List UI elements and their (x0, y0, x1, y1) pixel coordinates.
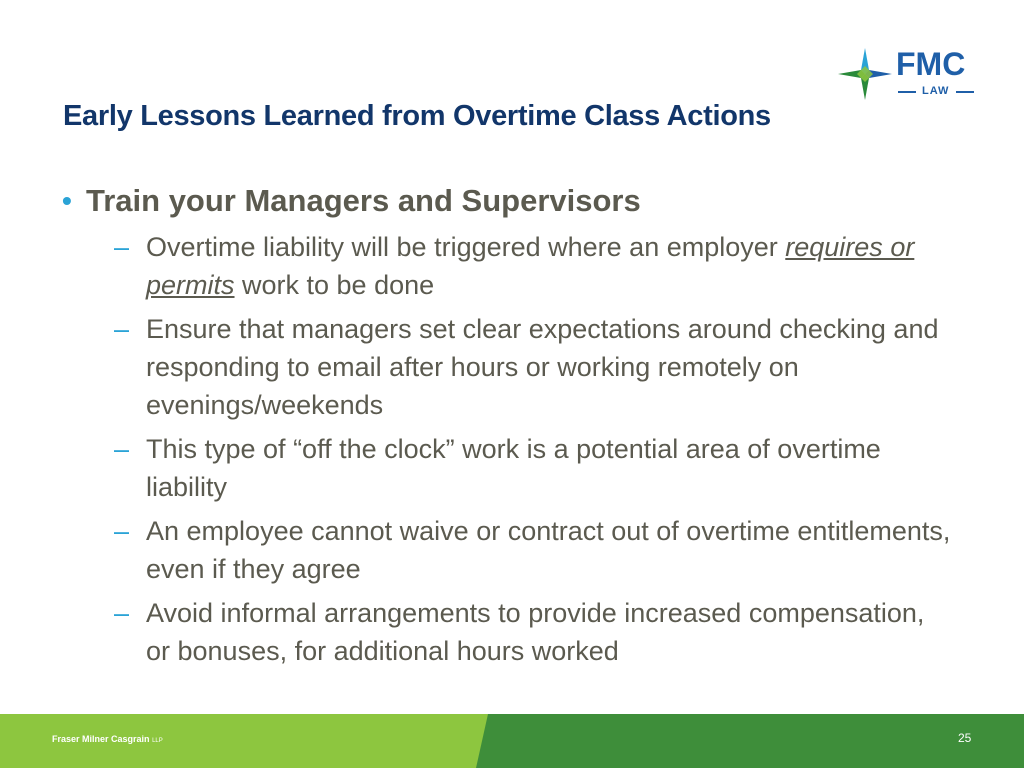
sub-bullet-item: – An employee cannot waive or contract out of overtime entitlements, even if they agree (62, 512, 952, 588)
bullet-dot-icon: • (62, 185, 72, 216)
sub-bullet-list (62, 228, 952, 670)
sub-bullet-item: – This type of “off the clock” work is a potential area of overtime liability (62, 430, 952, 506)
emphasized-phrase: requires or permits (146, 232, 915, 300)
slide-title: Early Lessons Learned from Overtime Class Actions (63, 100, 771, 132)
slide-content (62, 180, 952, 676)
main-bullet (62, 180, 952, 222)
dash-icon: – (114, 232, 130, 262)
star-icon (836, 44, 894, 104)
main-bullet-text: Train your Managers and Supervisors (86, 183, 641, 218)
dash-icon: – (114, 598, 130, 628)
logo-subtitle: LAW (896, 84, 974, 98)
dash-icon: – (114, 434, 130, 464)
fmc-law-logo (836, 44, 984, 104)
dash-icon: – (114, 314, 130, 344)
page-number: 25 (958, 731, 972, 745)
sub-bullet-item: – Overtime liability will be triggered where an employer requires or permits work to be done (62, 228, 952, 304)
sub-bullet-item: – Avoid informal arrangements to provide increased compensation, or bonuses, for additional hours worked (62, 594, 952, 670)
sub-bullet-item: – Ensure that managers set clear expectations around checking and responding to email after hours or working remotely on evenings/weekends (62, 310, 952, 424)
logo-wordmark: FMC (896, 46, 966, 82)
firm-name: Fraser Milner Casgrain LLP (52, 734, 163, 744)
dash-icon: – (114, 516, 130, 546)
